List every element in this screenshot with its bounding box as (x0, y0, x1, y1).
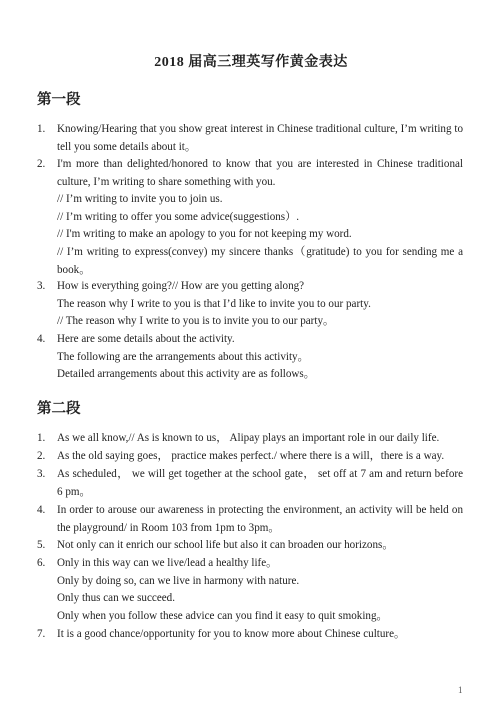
item-number: 1. (37, 432, 46, 444)
document-title: 2018 届高三理英写作黄金表达 (154, 55, 348, 70)
item-line: Knowing/Hearing that you show great interest in Chinese traditional culture, I’m writing to tell you some details about it。 (57, 123, 463, 153)
item-line: The reason why I write to you is that I’d like to invite you to our party. (57, 297, 371, 310)
page-number: 1 (458, 685, 463, 695)
item-line: It is a good chance/opportunity for you to know more about Chinese culture。 (57, 628, 406, 640)
list-item (37, 626, 463, 644)
item-line: As the old saying goes， practice makes perfect./ where there is a will，there is a way. (57, 450, 445, 462)
list-item (37, 156, 463, 279)
item-line: // I’m writing to offer you some advice(suggestions）. (57, 210, 299, 223)
item-line: // I'm writing to make an apology to you for not keeping my word. (57, 228, 352, 241)
item-number: 1. (37, 123, 46, 135)
item-line: Not only can it enrich our school life but also it can broaden our horizons。 (57, 539, 394, 551)
list-item (37, 331, 463, 384)
item-line: // I’m writing to invite you to join us. (57, 193, 223, 206)
item-number: 4. (37, 333, 46, 345)
list-item (37, 537, 463, 555)
section-heading-2: 第二段 (37, 401, 81, 417)
item-line: As we all know,// As is known to us， Alipay plays an important role in our daily life. (57, 432, 440, 444)
item-line: // I’m writing to express(convey) my sincere thanks（gratitude) to you for sending me a book。 (57, 245, 463, 276)
item-number: 6. (37, 557, 46, 569)
item-line: The following are the arrangements about this activity。 (57, 350, 309, 363)
item-number: 7. (37, 628, 46, 640)
item-number: 3. (37, 280, 46, 292)
item-line: Only by doing so, can we live in harmony with nature. (57, 574, 300, 587)
item-number: 5. (37, 539, 46, 551)
item-line: Here are some details about the activity. (57, 333, 235, 345)
item-line: Only thus can we succeed. (57, 592, 175, 605)
list-item (37, 278, 463, 331)
list-item (37, 555, 463, 625)
item-number: 3. (37, 468, 46, 480)
list-item (37, 502, 463, 537)
item-line: // The reason why I write to you is to invite you to our party。 (57, 315, 335, 328)
item-line: Only when you follow these advice can you find it easy to quit smoking。 (57, 609, 388, 622)
item-line: Only in this way can we live/lead a healthy life。 (57, 557, 278, 569)
list-item (37, 466, 463, 501)
list-item (37, 121, 463, 156)
item-number: 4. (37, 504, 46, 516)
item-line: Detailed arrangements about this activity are as follows。 (57, 368, 315, 381)
item-number: 2. (37, 450, 46, 462)
section-heading-1: 第一段 (37, 92, 81, 108)
list-item (37, 430, 463, 448)
item-line: As scheduled， we will get together at the school gate， set off at 7 am and return before 6 pm。 (57, 468, 463, 498)
item-line: In order to arouse our awareness in protecting the environment, an activity will be held on the playground/ in Room 103 from 1pm to 3pm。 (57, 504, 463, 534)
item-line: I'm more than delighted/honored to know that you are interested in Chinese traditional culture, I’m writing to share something with you. (57, 158, 463, 188)
list-item (37, 448, 463, 466)
item-number: 2. (37, 158, 46, 170)
item-line: How is everything going?// How are you getting along? (57, 280, 305, 292)
